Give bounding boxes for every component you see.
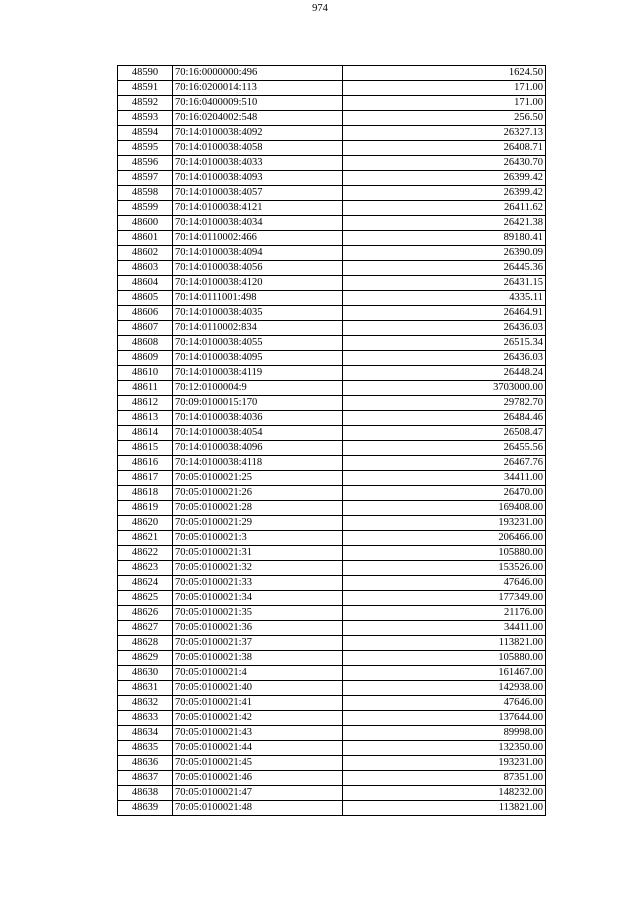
row-number-cell: 48598 — [118, 186, 173, 201]
table-row — [118, 786, 546, 801]
table-row — [118, 411, 546, 426]
cadastral-number-cell: 70:14:0100038:4055 — [173, 336, 343, 351]
value-cell: 26421.38 — [343, 216, 546, 231]
cadastral-number-cell: 70:12:0100004:9 — [173, 381, 343, 396]
row-number-cell: 48600 — [118, 216, 173, 231]
table-row — [118, 396, 546, 411]
cadastral-number-cell: 70:05:0100021:41 — [173, 696, 343, 711]
table-row — [118, 576, 546, 591]
table-row — [118, 606, 546, 621]
table-row — [118, 231, 546, 246]
cadastral-number-cell: 70:05:0100021:44 — [173, 741, 343, 756]
table-row — [118, 96, 546, 111]
row-number-cell: 48602 — [118, 246, 173, 261]
cadastral-number-cell: 70:14:0100038:4057 — [173, 186, 343, 201]
row-number-cell: 48593 — [118, 111, 173, 126]
value-cell: 26470.00 — [343, 486, 546, 501]
row-number-cell: 48594 — [118, 126, 173, 141]
table-row — [118, 501, 546, 516]
table-row — [118, 636, 546, 651]
value-cell: 26431.15 — [343, 276, 546, 291]
cadastral-number-cell: 70:14:0100038:4056 — [173, 261, 343, 276]
cadastral-number-cell: 70:16:0204002:548 — [173, 111, 343, 126]
row-number-cell: 48613 — [118, 411, 173, 426]
value-cell: 4335.11 — [343, 291, 546, 306]
table-row — [118, 321, 546, 336]
value-cell: 26390.09 — [343, 246, 546, 261]
table-row — [118, 186, 546, 201]
value-cell: 34411.00 — [343, 621, 546, 636]
row-number-cell: 48610 — [118, 366, 173, 381]
row-number-cell: 48609 — [118, 351, 173, 366]
table-row — [118, 756, 546, 771]
table-row — [118, 561, 546, 576]
table-row — [118, 726, 546, 741]
value-cell: 137644.00 — [343, 711, 546, 726]
cadastral-number-cell: 70:14:0100038:4093 — [173, 171, 343, 186]
row-number-cell: 48606 — [118, 306, 173, 321]
row-number-cell: 48615 — [118, 441, 173, 456]
table-row — [118, 426, 546, 441]
table-row — [118, 276, 546, 291]
row-number-cell: 48639 — [118, 801, 173, 816]
table-row — [118, 741, 546, 756]
row-number-cell: 48623 — [118, 561, 173, 576]
table-row — [118, 291, 546, 306]
row-number-cell: 48624 — [118, 576, 173, 591]
value-cell: 26399.42 — [343, 186, 546, 201]
row-number-cell: 48614 — [118, 426, 173, 441]
value-cell: 132350.00 — [343, 741, 546, 756]
table-row — [118, 456, 546, 471]
value-cell: 193231.00 — [343, 516, 546, 531]
value-cell: 193231.00 — [343, 756, 546, 771]
value-cell: 89180.41 — [343, 231, 546, 246]
table-row — [118, 696, 546, 711]
row-number-cell: 48634 — [118, 726, 173, 741]
row-number-cell: 48607 — [118, 321, 173, 336]
row-number-cell: 48601 — [118, 231, 173, 246]
row-number-cell: 48605 — [118, 291, 173, 306]
value-cell: 26455.56 — [343, 441, 546, 456]
table-row — [118, 441, 546, 456]
cadastral-number-cell: 70:05:0100021:36 — [173, 621, 343, 636]
value-cell: 256.50 — [343, 111, 546, 126]
table-row — [118, 801, 546, 816]
value-cell: 1624.50 — [343, 66, 546, 81]
cadastral-number-cell: 70:14:0100038:4058 — [173, 141, 343, 156]
value-cell: 206466.00 — [343, 531, 546, 546]
value-cell: 3703000.00 — [343, 381, 546, 396]
cadastral-number-cell: 70:14:0100038:4035 — [173, 306, 343, 321]
table-row — [118, 261, 546, 276]
cadastral-number-cell: 70:05:0100021:33 — [173, 576, 343, 591]
table-row — [118, 666, 546, 681]
row-number-cell: 48612 — [118, 396, 173, 411]
row-number-cell: 48631 — [118, 681, 173, 696]
cadastral-number-cell: 70:14:0100038:4121 — [173, 201, 343, 216]
table-row — [118, 681, 546, 696]
cadastral-number-cell: 70:05:0100021:35 — [173, 606, 343, 621]
value-cell: 171.00 — [343, 81, 546, 96]
table-row — [118, 171, 546, 186]
row-number-cell: 48608 — [118, 336, 173, 351]
cadastral-number-cell: 70:05:0100021:31 — [173, 546, 343, 561]
row-number-cell: 48636 — [118, 756, 173, 771]
cadastral-number-cell: 70:09:0100015:170 — [173, 396, 343, 411]
value-cell: 26327.13 — [343, 126, 546, 141]
table-body — [118, 66, 546, 816]
table-row — [118, 546, 546, 561]
value-cell: 171.00 — [343, 96, 546, 111]
cadastral-number-cell: 70:14:0110002:834 — [173, 321, 343, 336]
data-table — [117, 65, 546, 816]
table-row — [118, 81, 546, 96]
row-number-cell: 48596 — [118, 156, 173, 171]
cadastral-number-cell: 70:14:0100038:4096 — [173, 441, 343, 456]
cadastral-number-cell: 70:05:0100021:4 — [173, 666, 343, 681]
cadastral-number-cell: 70:14:0100038:4120 — [173, 276, 343, 291]
table-row — [118, 336, 546, 351]
table-row — [118, 516, 546, 531]
cadastral-number-cell: 70:05:0100021:26 — [173, 486, 343, 501]
row-number-cell: 48618 — [118, 486, 173, 501]
value-cell: 26515.34 — [343, 336, 546, 351]
value-cell: 142938.00 — [343, 681, 546, 696]
row-number-cell: 48629 — [118, 651, 173, 666]
value-cell: 26467.76 — [343, 456, 546, 471]
cadastral-number-cell: 70:05:0100021:28 — [173, 501, 343, 516]
cadastral-number-cell: 70:16:0400009:510 — [173, 96, 343, 111]
cadastral-number-cell: 70:14:0100038:4054 — [173, 426, 343, 441]
cadastral-number-cell: 70:05:0100021:3 — [173, 531, 343, 546]
value-cell: 26436.03 — [343, 351, 546, 366]
value-cell: 26430.70 — [343, 156, 546, 171]
cadastral-number-cell: 70:05:0100021:38 — [173, 651, 343, 666]
value-cell: 87351.00 — [343, 771, 546, 786]
row-number-cell: 48632 — [118, 696, 173, 711]
value-cell: 34411.00 — [343, 471, 546, 486]
cadastral-number-cell: 70:05:0100021:48 — [173, 801, 343, 816]
cadastral-number-cell: 70:14:0100038:4036 — [173, 411, 343, 426]
cadastral-number-cell: 70:14:0100038:4118 — [173, 456, 343, 471]
table-row — [118, 711, 546, 726]
table-row — [118, 366, 546, 381]
value-cell: 161467.00 — [343, 666, 546, 681]
table-row — [118, 126, 546, 141]
cadastral-number-cell: 70:14:0100038:4033 — [173, 156, 343, 171]
row-number-cell: 48635 — [118, 741, 173, 756]
cadastral-number-cell: 70:14:0110002:466 — [173, 231, 343, 246]
row-number-cell: 48619 — [118, 501, 173, 516]
cadastral-number-cell: 70:14:0100038:4095 — [173, 351, 343, 366]
value-cell: 113821.00 — [343, 636, 546, 651]
cadastral-number-cell: 70:05:0100021:32 — [173, 561, 343, 576]
value-cell: 47646.00 — [343, 696, 546, 711]
cadastral-number-cell: 70:05:0100021:37 — [173, 636, 343, 651]
value-cell: 105880.00 — [343, 651, 546, 666]
value-cell: 177349.00 — [343, 591, 546, 606]
row-number-cell: 48592 — [118, 96, 173, 111]
value-cell: 153526.00 — [343, 561, 546, 576]
value-cell: 148232.00 — [343, 786, 546, 801]
table-row — [118, 306, 546, 321]
cadastral-number-cell: 70:14:0100038:4034 — [173, 216, 343, 231]
row-number-cell: 48628 — [118, 636, 173, 651]
row-number-cell: 48604 — [118, 276, 173, 291]
row-number-cell: 48625 — [118, 591, 173, 606]
row-number-cell: 48590 — [118, 66, 173, 81]
cadastral-number-cell: 70:05:0100021:40 — [173, 681, 343, 696]
table-row — [118, 471, 546, 486]
value-cell: 89998.00 — [343, 726, 546, 741]
table-row — [118, 381, 546, 396]
row-number-cell: 48621 — [118, 531, 173, 546]
table-row — [118, 156, 546, 171]
row-number-cell: 48626 — [118, 606, 173, 621]
cadastral-number-cell: 70:05:0100021:45 — [173, 756, 343, 771]
table-row — [118, 66, 546, 81]
row-number-cell: 48630 — [118, 666, 173, 681]
row-number-cell: 48617 — [118, 471, 173, 486]
value-cell: 26399.42 — [343, 171, 546, 186]
cadastral-number-cell: 70:05:0100021:43 — [173, 726, 343, 741]
cadastral-number-cell: 70:05:0100021:47 — [173, 786, 343, 801]
row-number-cell: 48616 — [118, 456, 173, 471]
value-cell: 26464.91 — [343, 306, 546, 321]
cadastral-number-cell: 70:16:0000000:496 — [173, 66, 343, 81]
row-number-cell: 48638 — [118, 786, 173, 801]
row-number-cell: 48603 — [118, 261, 173, 276]
table-row — [118, 111, 546, 126]
value-cell: 169408.00 — [343, 501, 546, 516]
row-number-cell: 48597 — [118, 171, 173, 186]
value-cell: 26445.36 — [343, 261, 546, 276]
value-cell: 29782.70 — [343, 396, 546, 411]
table-row — [118, 201, 546, 216]
cadastral-number-cell: 70:05:0100021:42 — [173, 711, 343, 726]
cadastral-number-cell: 70:05:0100021:46 — [173, 771, 343, 786]
table-row — [118, 771, 546, 786]
row-number-cell: 48620 — [118, 516, 173, 531]
value-cell: 26484.46 — [343, 411, 546, 426]
value-cell: 26408.71 — [343, 141, 546, 156]
cadastral-number-cell: 70:05:0100021:34 — [173, 591, 343, 606]
row-number-cell: 48591 — [118, 81, 173, 96]
table-row — [118, 531, 546, 546]
table-row — [118, 246, 546, 261]
table-row — [118, 651, 546, 666]
value-cell: 47646.00 — [343, 576, 546, 591]
row-number-cell: 48611 — [118, 381, 173, 396]
row-number-cell: 48637 — [118, 771, 173, 786]
cadastral-number-cell: 70:05:0100021:25 — [173, 471, 343, 486]
table-row — [118, 141, 546, 156]
table-row — [118, 621, 546, 636]
table-row — [118, 216, 546, 231]
row-number-cell: 48622 — [118, 546, 173, 561]
page-number: 974 — [312, 3, 328, 14]
cadastral-number-cell: 70:16:0200014:113 — [173, 81, 343, 96]
value-cell: 105880.00 — [343, 546, 546, 561]
cadastral-number-cell: 70:05:0100021:29 — [173, 516, 343, 531]
table-row — [118, 486, 546, 501]
cadastral-number-cell: 70:14:0100038:4119 — [173, 366, 343, 381]
cadastral-number-cell: 70:14:0100038:4092 — [173, 126, 343, 141]
value-cell: 113821.00 — [343, 801, 546, 816]
value-cell: 26508.47 — [343, 426, 546, 441]
value-cell: 26411.62 — [343, 201, 546, 216]
table-row — [118, 591, 546, 606]
value-cell: 21176.00 — [343, 606, 546, 621]
cadastral-number-cell: 70:14:0111001:498 — [173, 291, 343, 306]
row-number-cell: 48633 — [118, 711, 173, 726]
cadastral-number-cell: 70:14:0100038:4094 — [173, 246, 343, 261]
table-row — [118, 351, 546, 366]
value-cell: 26436.03 — [343, 321, 546, 336]
row-number-cell: 48599 — [118, 201, 173, 216]
row-number-cell: 48627 — [118, 621, 173, 636]
value-cell: 26448.24 — [343, 366, 546, 381]
row-number-cell: 48595 — [118, 141, 173, 156]
